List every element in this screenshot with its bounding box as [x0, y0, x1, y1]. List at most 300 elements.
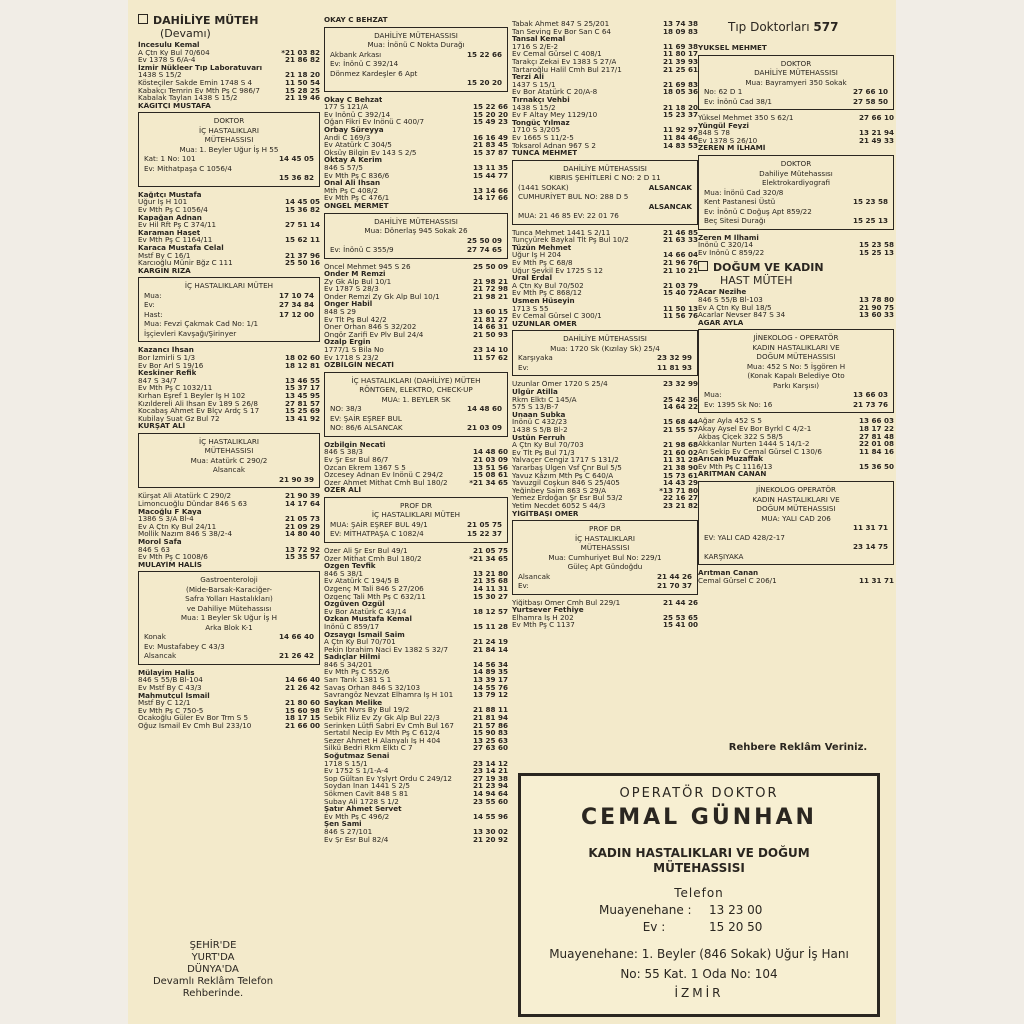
listing-line	[698, 425, 894, 433]
listing-text: Savaş Orhan 846 S 32/103	[324, 683, 421, 692]
listing-box	[324, 497, 508, 543]
listing-line	[698, 433, 894, 441]
box-row	[144, 173, 314, 183]
listing-line	[324, 729, 508, 737]
listing-line	[324, 570, 508, 578]
listing-line	[324, 278, 508, 286]
listing-line	[698, 463, 894, 471]
listing-text: Özalp Ergin	[324, 338, 371, 347]
listing-phone: 21 05 75	[472, 546, 508, 555]
listing-box	[512, 330, 698, 376]
listing-phone: 15 28 25	[284, 86, 320, 95]
listing-line	[512, 472, 698, 480]
listing-text: Ev Bor Atatürk C 20/A-8	[512, 88, 598, 96]
listing-phone: 25 50 09	[472, 262, 508, 271]
listing-text: Ev Mth Pş C 1116/13	[698, 462, 773, 471]
listing-phone: 27 51 14	[284, 221, 320, 229]
listing-phone: 27 81 57	[284, 399, 320, 408]
listing-text: KÂĞITÇI MUSTAFA	[138, 101, 211, 110]
listing-box	[698, 55, 894, 111]
listing-line	[138, 214, 320, 222]
listing-line	[512, 134, 698, 142]
listing-phone: 14 17 64	[284, 500, 320, 508]
listing-phone	[505, 562, 508, 570]
listing-line	[512, 297, 698, 305]
box-row	[330, 50, 502, 60]
box-label: MUA: 21 46 85 EV: 22 01 76	[518, 211, 619, 221]
listing-text: Yurtsever Fethiye	[512, 606, 584, 614]
box-line: DOKTOR	[213, 116, 245, 126]
listing-phone: 21 90 75	[858, 303, 894, 312]
listing-text: Sop Gültan Ev Yşlyrt Ordu C 249/12	[324, 774, 452, 783]
listing-line	[324, 270, 508, 278]
box-phone: ALSANCAK	[648, 201, 692, 211]
listing-phone	[317, 102, 320, 110]
listing-line	[512, 229, 698, 237]
listing-text: Yüngül Feyzi	[698, 121, 749, 130]
listing-phone: 13 74 38	[662, 20, 698, 28]
listing-text: Ev Şr Esr Bul 86/7	[324, 456, 389, 464]
listing-phone: 15 44 77	[472, 171, 508, 180]
listing-phone	[317, 508, 320, 516]
box-line: PROF DR	[589, 524, 621, 534]
listing-text: İnönü C 320/14	[698, 241, 754, 249]
listing-phone: 21 23 94	[472, 782, 508, 790]
listing-line	[512, 43, 698, 51]
box-row	[144, 651, 314, 661]
listing-box	[698, 329, 894, 413]
listing-phone: 18 12 57	[472, 607, 508, 616]
listing-text: 1386 S 3/A Bl-4	[138, 515, 194, 523]
listing-line	[138, 102, 320, 110]
box-line: MÜTEHASSISI	[204, 446, 254, 456]
listing-text: Ev Atatürk C 194/5 B	[324, 577, 400, 585]
listing-text: ÖNGEL MERMET	[324, 201, 389, 210]
listing-line	[138, 669, 320, 677]
box-label: EV: YALI CAD 428/2-17	[704, 532, 785, 542]
box-line: DOKTOR	[780, 159, 812, 169]
box-line: İÇ HASTALIKLARI MÜTEH	[184, 281, 274, 291]
box-line: Mua: İnönü C Nokta Durağı	[367, 40, 465, 50]
listing-text: Soğutmaz Senai	[324, 752, 390, 760]
listing-phone: 13 39 17	[472, 676, 508, 684]
box-line: İşçievleri Kavşağı/Şirinyer	[144, 328, 237, 338]
listing-text: Oğan Fikri Ev İnönü C 400/7	[324, 118, 425, 126]
listing-phone: 15 25 13	[858, 248, 894, 257]
page-header-title: Tıp Doktorları	[728, 20, 810, 34]
listing-text: Ev Bor Atatürk C 43/14	[324, 607, 407, 616]
box-line: İÇ HASTALIKLARI	[198, 125, 260, 135]
listing-phone	[505, 361, 508, 369]
listing-phone: 23 21 82	[662, 501, 698, 510]
listing-phone: 21 88 11	[472, 706, 508, 715]
listing-line	[324, 760, 508, 768]
listing-phone: 15 36 50	[858, 462, 894, 471]
listing-line	[324, 638, 508, 646]
listing-text: Ev A Çtn Ky Bul 18/5	[698, 303, 772, 312]
section-title-line-2: HAST MÜTEH	[720, 274, 793, 288]
listing-text: 846 S 38/3	[324, 448, 363, 456]
listing-line	[324, 323, 508, 331]
box-phone: 11 81 93	[656, 362, 692, 372]
listing-phone: 25 50 16	[284, 259, 320, 267]
listing-text: Özer Ahmet Mithat Cmh Bul 180/2	[324, 478, 448, 487]
listing-text: 847 S 34/7	[138, 376, 177, 385]
promo-line: DÜNYA'DA	[187, 964, 239, 975]
listing-text: Ev Mth Pş C 1056/4	[138, 206, 208, 214]
listing-phone: 21 84 14	[472, 645, 508, 654]
listing-phone	[505, 338, 508, 346]
listing-phone: 13 30 02	[472, 827, 508, 836]
listing-box	[698, 481, 894, 565]
ad-phone-office-label: Muayenehane :	[599, 903, 692, 917]
listing-phone: 23 55 60	[472, 797, 508, 806]
box-row	[330, 404, 502, 414]
listing-text: AĞAR AYLA	[698, 318, 744, 327]
listing-line	[512, 111, 698, 119]
ad-phone-office	[521, 903, 877, 917]
box-line: Safra Yolları Hastalıkları)	[185, 594, 273, 604]
box-label: EV: MİTHATPAŞA C 1082/4	[330, 529, 424, 539]
listing-line	[324, 361, 508, 369]
listing-phone: 21 63 33	[662, 236, 698, 244]
listing-phone	[505, 699, 508, 707]
listing-box	[324, 213, 508, 259]
box-line: Elektrokardiyografi	[761, 178, 831, 188]
listing-line	[512, 487, 698, 495]
listing-text: Kocabaş Ahmet Ev Blçv Ardç S 17	[138, 407, 260, 415]
listing-line	[512, 418, 698, 426]
listing-text: Andi C 169/3	[324, 133, 371, 142]
listing-text: Özcesey Adnan Ev İnönü C 294/2	[324, 471, 444, 479]
listing-line	[698, 296, 894, 304]
ad-specialty	[521, 846, 877, 876]
listing-line	[138, 56, 320, 64]
listing-text: TUNCA MEHMET	[512, 149, 578, 157]
listing-line	[512, 426, 698, 434]
listing-text: Mahmutçul İsmail	[138, 691, 210, 700]
listing-line	[138, 244, 320, 252]
listing-text: Akkanlar Nurten 1444 S 14/1-2	[698, 440, 810, 448]
listing-phone: 21 81 94	[472, 714, 508, 722]
listing-text: Karaman Haşet	[138, 228, 201, 237]
listing-text: 1437 S 15/1	[512, 80, 556, 89]
page-number: 577	[813, 20, 839, 34]
listing-phone: 15 20 20	[472, 110, 508, 119]
listing-phone: 11 50 13	[662, 304, 698, 313]
listing-text: 177 S 121/A	[324, 103, 368, 111]
box-line: Mua: Dönerlaş 945 Sokak 26	[364, 226, 468, 235]
listing-line	[138, 553, 320, 561]
listing-text: Ev Bor Arl S 19/16	[138, 361, 204, 370]
ad-address-line-2: No: 55 Kat. 1 Oda No: 104	[620, 967, 778, 981]
listing-phone: 11 80 17	[662, 50, 698, 58]
listing-line	[324, 448, 508, 456]
listing-box	[324, 27, 508, 92]
listing-line	[512, 464, 698, 472]
box-line: DAHİLİYE MÜTEHASSISI	[374, 216, 458, 226]
box-phone: 14 48 60	[466, 404, 502, 414]
listing-text: MÜLAYİM HALİS	[138, 560, 202, 569]
listing-phone: *21 34 65	[469, 478, 508, 487]
box-row	[704, 552, 888, 562]
box-row	[330, 78, 502, 88]
listing-line	[324, 293, 508, 301]
listing-line	[138, 422, 320, 430]
listing-line	[324, 790, 508, 798]
listing-phone: 14 66 40	[284, 676, 320, 685]
listing-phone	[317, 214, 320, 222]
listing-phone: 21 66 00	[284, 722, 320, 730]
box-phone: 25 50 09	[466, 235, 502, 245]
listing-text: Ev Mth Pş C 1008/6	[138, 553, 208, 561]
listing-phone: 15 23 37	[662, 111, 698, 119]
listing-line	[512, 259, 698, 267]
box-phone: 15 22 37	[466, 529, 502, 539]
ad-doctor-name: CEMAL GÜNHAN	[581, 805, 817, 830]
listing-phone: 23 14 21	[472, 767, 508, 775]
listing-phone: 15 36 82	[284, 206, 320, 214]
listing-line	[138, 492, 320, 500]
listing-line	[138, 198, 320, 206]
promo-block	[138, 940, 288, 1000]
listing-line	[512, 510, 698, 518]
listing-text: Ev Tlt Pş Bul 71/3	[512, 448, 575, 457]
listing-text: Ev 1665 S 11/2-5	[512, 133, 574, 142]
listing-text: Ev Mth Pş C 68/8	[512, 259, 573, 267]
listing-phone: 13 45 95	[284, 391, 320, 400]
box-phone: 14 66 40	[278, 632, 314, 642]
listing-text: Soydan İnan 1441 S 2/5	[324, 782, 410, 790]
listing-text: Ev Mth Pş C 552/6	[324, 668, 390, 677]
listing-phone: 21 96 76	[662, 259, 698, 267]
box-row	[518, 572, 692, 582]
listing-text: Ev Şr Esr Bul 82/4	[324, 835, 389, 844]
listing-line	[324, 187, 508, 195]
listing-text: Ural Erdal	[512, 274, 553, 282]
box-line: ve Dahiliye Mütehassısı	[186, 603, 272, 613]
listing-phone: 14 56 34	[472, 660, 508, 669]
listing-text: İnönü C 432/23	[512, 418, 568, 426]
listing-line	[512, 50, 698, 58]
listing-text: 1718 S 15/1	[324, 759, 368, 768]
listing-phone: 15 90 83	[472, 729, 508, 737]
listing-text: Tunçyürek Baykal Tlt Pş Bul 10/2	[512, 236, 629, 244]
listing-line	[512, 614, 698, 622]
spacer	[324, 0, 508, 16]
listing-phone: 14 89 35	[472, 668, 508, 677]
listing-phone: 21 24 19	[472, 638, 508, 646]
listing-line	[138, 221, 320, 229]
listing-phone: 21 83 45	[472, 141, 508, 149]
listing-text: Mstf By C 16/1	[138, 251, 191, 260]
listing-phone: 13 60 33	[858, 311, 894, 319]
listing-phone	[505, 179, 508, 187]
listing-phone: 14 55 76	[472, 683, 508, 692]
listing-line	[324, 202, 508, 210]
box-line: JİNEKOLOG OPERATÖR	[755, 485, 837, 495]
listing-text: Sertatıl Necip Ev Mth Pş C 612/4	[324, 729, 441, 737]
listing-phone: 21 98 68	[662, 441, 698, 449]
listing-line	[324, 661, 508, 669]
listing-box	[138, 571, 320, 665]
listing-phone: 11 31 71	[858, 576, 894, 585]
listing-line	[324, 600, 508, 608]
listing-phone	[505, 805, 508, 813]
listing-text: Özgenç M Tali 846 S 27/206	[324, 584, 424, 593]
box-row	[518, 192, 692, 202]
advert-slogan: Rehbere Reklâm Veriniz.	[728, 742, 868, 753]
listing-box	[512, 520, 698, 595]
box-label: Ev: İnönü C 355/9	[330, 245, 394, 254]
listing-line	[512, 274, 698, 282]
box-row	[330, 414, 502, 424]
box-line: Mua: 452 S No: 5 İşgören H	[746, 361, 846, 371]
box-line: KADIN HASTALIKLARI VE	[752, 342, 840, 352]
listing-text: Ev 1378 S 6/A-4	[138, 56, 196, 64]
section-continued: (Devamı)	[160, 27, 211, 40]
box-label: Mua: İnönü Cad 320/8	[704, 187, 784, 197]
listing-text: Bor İzmirli S 1/3	[138, 353, 196, 362]
listing-line	[138, 392, 320, 400]
listing-line	[324, 16, 508, 24]
listing-phone: 16 16 49	[472, 133, 508, 142]
listing-text: Önger Habil	[324, 300, 373, 309]
listing-phone: 27 19 38	[472, 774, 508, 783]
listing-line	[512, 58, 698, 66]
listing-phone: 21 72 98	[472, 285, 508, 293]
listing-line	[512, 502, 698, 510]
listing-phone: 21 18 20	[284, 71, 320, 79]
listing-text: UZUNLAR ÖMER	[512, 319, 577, 328]
listing-phone: 21 18 20	[662, 103, 698, 112]
listing-line	[138, 362, 320, 370]
box-row	[704, 87, 888, 97]
listing-line	[138, 384, 320, 392]
listing-line	[324, 456, 508, 464]
listing-line	[512, 606, 698, 614]
listing-phone: 21 39 93	[662, 57, 698, 66]
listing-box	[138, 277, 320, 342]
listing-phone: 21 38 90	[662, 463, 698, 472]
listing-line	[698, 577, 894, 585]
spacer	[512, 0, 698, 20]
listing-text: YİĞİTBAŞI ÖMER	[512, 509, 579, 518]
box-label: NO: 86/6 ALSANCAK	[330, 423, 403, 433]
listing-text: Tırnakçı Vehbi	[512, 95, 570, 104]
listing-text: Ev Atatürk C 304/5	[324, 141, 392, 149]
listing-box	[512, 160, 698, 225]
box-line: MUA: YALI CAD 206	[761, 513, 831, 523]
box-row	[704, 390, 888, 400]
listing-line	[698, 455, 894, 463]
listing-text: Ev A Çtn Ky Bul 24/11	[138, 522, 217, 531]
box-phone: 15 23 58	[852, 197, 888, 207]
listing-line	[324, 631, 508, 639]
listing-text: Ev Tlt Pş Bul 42/2	[324, 315, 387, 324]
box-row	[704, 97, 888, 107]
listing-text: Ülgür Atilla	[512, 388, 558, 396]
box-line: Parkı Karşısı)	[772, 380, 820, 390]
box-line: Mua: Cumhuriyet Bul No: 229/1	[548, 552, 662, 562]
box-label: Ev: 1395 Sk No: 16	[704, 399, 773, 409]
listing-text: 846 S 38/1	[324, 569, 363, 578]
listing-text: Zy Gk Alp Bul 10/1	[324, 277, 392, 286]
box-row	[704, 533, 888, 543]
box-phone: 15 36 82	[278, 173, 314, 183]
listing-phone: 15 62 11	[284, 236, 320, 244]
box-row	[704, 523, 888, 533]
doctor-advertisement	[518, 773, 880, 1017]
page-margin-right	[896, 0, 1024, 1024]
box-line: Mua: 1. Beyler Uğur İş H 55	[179, 144, 279, 154]
listing-phone: 18 09 83	[662, 27, 698, 36]
listing-text: Keskiner Refik	[138, 369, 197, 377]
box-line: DAHİLİYE MÜTEHASSISI	[374, 30, 458, 40]
listing-phone	[505, 96, 508, 104]
box-row	[144, 291, 314, 301]
listing-phone: 15 08 61	[472, 471, 508, 479]
listing-phone: 15 30 27	[472, 592, 508, 601]
listing-phone	[317, 669, 320, 677]
listing-line	[512, 251, 698, 259]
listing-line	[324, 798, 508, 806]
box-line: Dahiliye Mütehassısı	[759, 168, 833, 178]
box-row	[518, 353, 692, 363]
listing-line	[512, 621, 698, 629]
box-row	[518, 581, 692, 591]
listing-text: 846 S 34/201	[324, 660, 373, 669]
listing-text: KÜRŞAT ALİ	[138, 422, 186, 430]
box-phone: 17 12 00	[278, 309, 314, 319]
box-line: MÜTEHASSISI	[580, 543, 630, 553]
listing-text: Savrangöz Nevzat Elhamra İş H 101	[324, 691, 454, 699]
listing-line	[324, 653, 508, 661]
section-title	[138, 14, 320, 27]
listing-phone	[891, 455, 894, 463]
listing-line	[324, 354, 508, 362]
box-label: Alsancak	[144, 651, 177, 661]
listing-text: Özsaygı İsmail Saim	[324, 630, 405, 639]
promo-line: YURT'DA	[191, 952, 235, 963]
box-line: DOKTOR	[780, 58, 812, 68]
listing-text: Kırhan Eşref 1 Beyler İş H 102	[138, 391, 246, 400]
listing-line	[324, 263, 508, 271]
listing-text: Limoncuoğlu Dündar 846 S 63	[138, 500, 248, 508]
listing-phone: 21 37 96	[284, 251, 320, 260]
listing-text: Ev 1378 S 26/10	[698, 136, 758, 145]
listing-line	[512, 142, 698, 150]
checkbox-icon	[138, 14, 148, 24]
listing-text: Ev Mth Pş C 476/1	[324, 194, 390, 202]
listing-phone: 21 46 85	[662, 228, 698, 237]
box-line: Gastroenteroloji	[200, 575, 258, 585]
listing-text: Terzi Ali	[512, 73, 545, 81]
box-row	[704, 400, 888, 410]
listing-phone: 18 17 22	[858, 424, 894, 433]
listing-line	[324, 479, 508, 487]
listing-text: Sökmen Cavit 848 S 81	[324, 789, 409, 798]
listing-text: Oğuz İsmail Ev Cmh Bul 233/10	[138, 722, 252, 730]
listing-line	[138, 41, 320, 49]
listing-line	[138, 267, 320, 275]
listing-line	[698, 448, 894, 456]
listing-text: Tarakçı Zekai Ev 1383 S 27/A	[512, 57, 617, 66]
listing-line	[324, 331, 508, 339]
listing-line	[512, 380, 698, 388]
listing-text: 846 S 57/5	[324, 163, 363, 172]
listing-phone: 13 14 66	[472, 186, 508, 195]
